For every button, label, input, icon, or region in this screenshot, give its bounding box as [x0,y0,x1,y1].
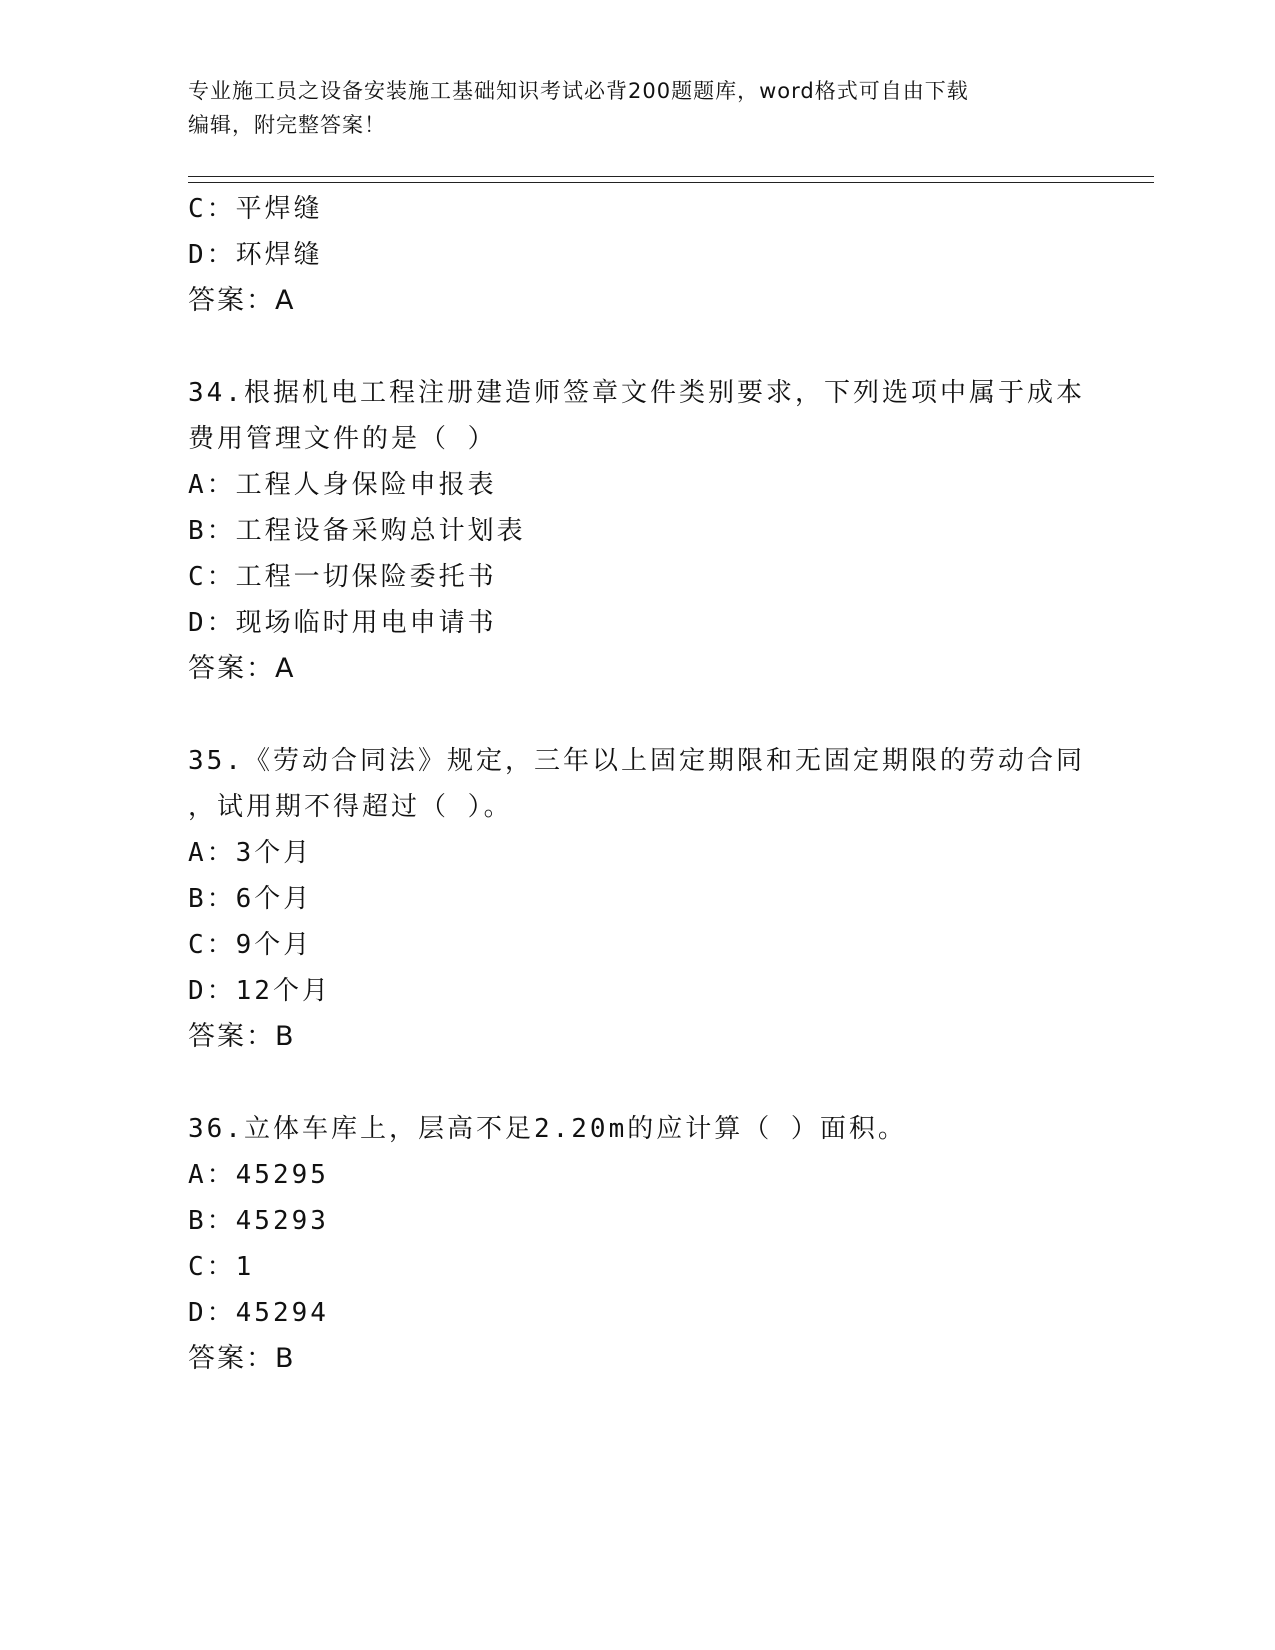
header-rule-top [188,176,1154,177]
option-b: B：工程设备采购总计划表 [188,516,526,546]
header-line-2: 编辑，附完整答案！ [188,113,386,137]
option-c: C：平焊缝 [188,194,323,224]
option-c: C：1 [188,1252,255,1282]
question-36 [188,1106,1088,1382]
document-header [188,74,1078,142]
question-text: 35.《劳动合同法》规定，三年以上固定期限和无固定期限的劳动合同 [188,746,1085,776]
answer: 答案：B [188,1343,296,1374]
question-fragment [188,186,1088,324]
option-d: D：12个月 [188,976,331,1006]
option-b: B：6个月 [188,884,313,914]
question-text: 36.立体车库上，层高不足2.20m的应计算（ ）面积。 [188,1114,907,1144]
option-a: A：工程人身保险申报表 [188,470,497,500]
option-c: C：9个月 [188,930,313,960]
option-d: D：45294 [188,1298,329,1328]
question-35 [188,738,1088,1060]
option-a: A：3个月 [188,838,313,868]
header-rule-bottom [188,182,1154,183]
header-line-1: 专业施工员之设备安装施工基础知识考试必背200题题库，word格式可自由下载 [188,79,969,103]
option-c: C：工程一切保险委托书 [188,562,497,592]
option-b: B：45293 [188,1206,329,1236]
question-text: 费用管理文件的是（ ） [188,424,497,454]
document-body [188,186,1088,1382]
answer: 答案：A [188,285,296,316]
question-text: ，试用期不得超过（ ）。 [188,792,513,822]
option-d: D：现场临时用电申请书 [188,608,497,638]
answer: 答案：B [188,1021,296,1052]
answer: 答案：A [188,653,296,684]
question-text: 34.根据机电工程注册建造师签章文件类别要求，下列选项中属于成本 [188,378,1085,408]
option-d: D：环焊缝 [188,240,323,270]
question-34 [188,370,1088,692]
option-a: A：45295 [188,1160,329,1190]
